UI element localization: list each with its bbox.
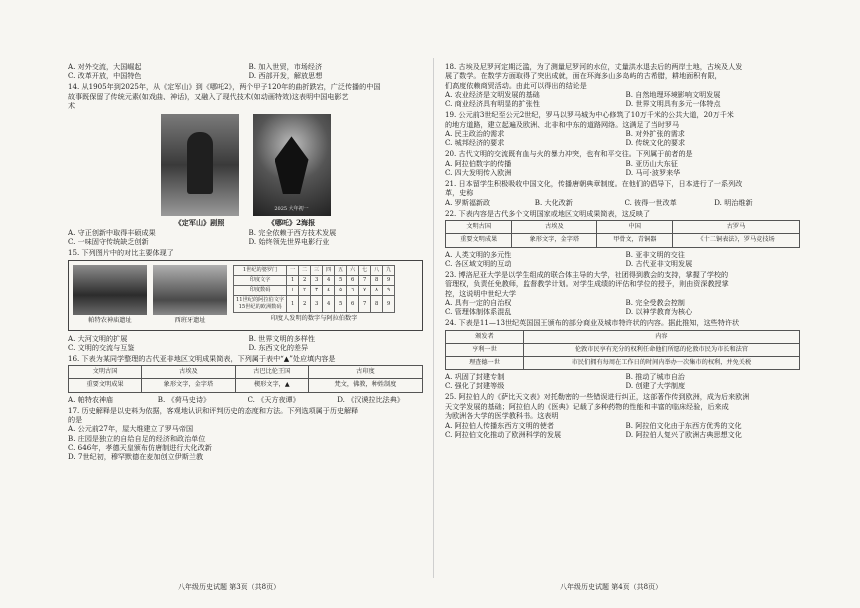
page-footer-left: 八年级历史试题 第3页（共8页） — [178, 583, 281, 591]
option: C. 各区域文明的互动 — [445, 258, 512, 268]
numeral-cell: 6 — [347, 296, 359, 313]
option: B. 完全受教会控制 — [625, 297, 685, 307]
question-line: 24. 下表是11—13世纪英国国王颁布的部分商业及城市特许状的内容。据此推知，这些特许状 — [445, 318, 740, 328]
numeral-cell: ١ — [287, 286, 299, 296]
table-cell: 古巴比伦王国 — [235, 366, 308, 379]
question-line: 25. 阿拉伯人的《萨比天文表》对托勒密的一些错误进行纠正，这部著作传到欧洲，成为后来欧洲 — [445, 392, 750, 402]
option: C. 城邦经济的要求 — [445, 138, 505, 148]
option: D. 世界文明具有多元一体特点 — [625, 99, 721, 109]
option: C. 四大发明传入欧洲 — [445, 168, 512, 178]
q20-options — [445, 159, 800, 178]
q25-options — [445, 421, 800, 440]
question-15 — [68, 248, 423, 352]
option: D. 明治维新 — [714, 197, 753, 207]
option: D. 马可·波罗来华 — [625, 168, 681, 178]
option: C. 改革开放，中国特色 — [68, 71, 142, 81]
numeral-cell: ٥ — [335, 286, 347, 296]
question-line: 21. 日本留学生积极吸收中国文化，传播唐朝典章制度。在他们的倡导下，日本进行了一系列改 — [445, 179, 743, 189]
option: B. 亚历山大东征 — [625, 158, 678, 168]
q14-captions — [68, 218, 423, 227]
table-cell: 甲骨文，青铜器 — [597, 234, 673, 247]
question-line: 22. 下表内容是古代多个文明国家或地区文明成果简表，这反映了 — [445, 208, 651, 218]
dingjunshan-photo — [161, 114, 239, 216]
table-cell: 重要文明成果 — [69, 379, 142, 392]
numeral-head-line: 11世纪的阿拉伯文字 — [236, 297, 285, 304]
numeral-table — [233, 265, 395, 313]
numeral-cell: ٩ — [383, 286, 395, 296]
question-25 — [445, 392, 800, 439]
q16-table — [68, 365, 423, 392]
option: C. 管理体制体系混乱 — [445, 307, 512, 317]
table-cell: 象形文字，金字塔 — [512, 234, 597, 247]
option: D. 7世纪初，穆罕默德在麦加创立伊斯兰教 — [68, 452, 204, 462]
option: A. 农业经济是文明发展的基础 — [445, 90, 540, 100]
table-cell: 梵文，佛教，种姓制度 — [308, 379, 422, 392]
option: A. 公元前27年，屋大维建立了罗马帝国 — [68, 424, 194, 434]
question-line: 为欧洲各大学的医学教科书。这表明 — [445, 411, 559, 421]
numeral-cell: ٨ — [371, 286, 383, 296]
numeral-cell: 8 — [371, 296, 383, 313]
table-cell: 市民们拥有每周在工作日的时间内举办一次集市的权利，并免关税 — [523, 356, 799, 369]
ruins-image — [153, 265, 227, 315]
option: C. 强化了封建等级 — [445, 381, 505, 391]
numeral-cell: 1 — [287, 296, 299, 313]
option: B. 大化改新 — [534, 197, 573, 207]
question-line: 们高度依赖商贸活动。由此可以得出的结论是 — [445, 80, 587, 90]
q18-options — [445, 90, 800, 109]
numeral-cell: ٢ — [299, 286, 311, 296]
question-line: 17. 历史解释是以史料为依据，客观地认识和评判历史的态度和方法。下列选项属于历史解释 — [68, 405, 359, 415]
option: B. 自然地理环境影响文明发展 — [625, 90, 721, 100]
numeral-cell: 9 — [383, 276, 395, 286]
option: A. 巩固了封建专制 — [445, 372, 505, 382]
option: A. 阿拉伯数字的传播 — [445, 158, 512, 168]
question-line: 的地方道路，建立起遍及欧洲、北非和中东的道路网络。这满足了当时罗马 — [445, 119, 680, 129]
question-line: 天文学发展的基础；阿拉伯人的《医典》记载了多种药物的性能和丰富的临床经验，后来成 — [445, 401, 729, 411]
question-14 — [68, 82, 423, 246]
numeral-head: 印度数码 — [234, 286, 287, 296]
option: D. 创建了大学制度 — [625, 381, 686, 391]
numeral-cell: 7 — [359, 296, 371, 313]
question-line: 控，这说明中世纪大学 — [445, 288, 516, 298]
table-cell: 中国 — [597, 221, 673, 234]
option: D. 始终领先世界电影行业 — [248, 237, 330, 247]
numeral-figure — [233, 265, 395, 323]
option: C. 文明的交流与互鉴 — [68, 342, 135, 352]
option: A. 具有一定的自治权 — [445, 297, 512, 307]
option: C. 《天方夜谭》 — [247, 394, 300, 404]
table-cell: 亨利一世 — [446, 343, 524, 356]
question-line: 展了数学。在数学方面取得了突出成就，面在环海多山多岛屿的古希腊，耕地面积有限， — [445, 71, 722, 81]
q16-options — [68, 395, 423, 404]
option: B. 完全依赖于西方技术发展 — [248, 227, 337, 237]
option: D. 《汉谟拉比法典》 — [337, 394, 404, 404]
question-line: 16. 下表为某同学整理的古代亚非地区文明成果简表，下列属于表中“▲”处应填内容是 — [68, 353, 336, 363]
numeral-cell: ٦ — [347, 286, 359, 296]
numeral-head: 1世纪的婆罗门 — [234, 266, 287, 276]
question-line: 19. 公元前3世纪至公元2世纪，罗马以罗马城为中心修筑了10万千米的公共大道，20万千米 — [445, 110, 734, 120]
q19-options — [445, 129, 800, 148]
option: D. 阿拉伯人复兴了欧洲古典思想文化 — [625, 429, 742, 439]
q14-images — [68, 114, 423, 216]
q22-options — [445, 250, 800, 269]
table-cell: 文明古国 — [446, 221, 512, 234]
q24-options — [445, 372, 800, 391]
table-cell: 楔形文字，▲ — [235, 379, 308, 392]
option: B. 推动了城市自治 — [625, 372, 685, 382]
numeral-cell: 4 — [323, 276, 335, 286]
ruins-figure — [153, 265, 227, 325]
question-23 — [445, 270, 800, 317]
question-16 — [68, 354, 423, 404]
numeral-caption: 印度人发明的数字与阿拉伯数字 — [270, 315, 358, 323]
option: A. 罗斯福新政 — [445, 197, 491, 207]
question-20 — [445, 149, 800, 177]
numeral-head: 印度文字 — [234, 276, 287, 286]
numeral-head-line: 15世纪的欧洲数码 — [238, 304, 282, 311]
numeral-cell: 三 — [311, 266, 323, 276]
numeral-cell: 9 — [383, 296, 395, 313]
question-line: 14. 从1905年到2025年，从《定军山》到《哪吒2》，两个甲子120年的曲折跌宕，广泛传播的中国 — [68, 82, 381, 92]
table-cell: 古印度 — [308, 366, 422, 379]
option: C. 一味固守传统缺乏创新 — [68, 237, 149, 247]
numeral-cell: 二 — [299, 266, 311, 276]
question-line: 15. 下列图片中的对比主要体现了 — [68, 248, 174, 258]
numeral-cell: ٧ — [359, 286, 371, 296]
option: B. 庄园是独立的自给自足的经济和政治单位 — [68, 433, 206, 443]
option: A. 人类文明的多元性 — [445, 249, 512, 259]
poster-text: 2025 大年初一 — [274, 205, 309, 212]
q13-options — [68, 62, 423, 81]
option: A. 阿拉伯人传播东西方文明的使者 — [445, 420, 554, 430]
question-line: 术 — [68, 101, 76, 111]
parthenon-image — [73, 265, 147, 315]
question-line: 故事既保留了传统元素(如戏曲、神话)，又融入了现代技术(如动画特效)这表明中国电影艺 — [68, 91, 349, 101]
option: D. 西部开发，解放思想 — [248, 71, 323, 81]
numeral-cell: 3 — [311, 296, 323, 313]
question-18 — [445, 62, 800, 109]
option: A. 守正创新中取得丰硕成果 — [68, 227, 156, 237]
numeral-cell: 5 — [335, 296, 347, 313]
numeral-cell: 3 — [311, 276, 323, 286]
numeral-head — [234, 296, 287, 313]
image-label: 西班牙遗址 — [174, 317, 206, 325]
numeral-cell: 五 — [335, 266, 347, 276]
numeral-cell: ٣ — [311, 286, 323, 296]
numeral-cell: 七 — [359, 266, 371, 276]
numeral-cell: 5 — [335, 276, 347, 286]
nezha-poster — [253, 114, 331, 216]
image-label: 帕特农神庙遗址 — [88, 317, 132, 325]
table-cell: 重要文明成果 — [446, 234, 512, 247]
table-cell: 内容 — [523, 330, 799, 343]
right-column — [445, 62, 800, 439]
table-cell: 古埃及 — [512, 221, 597, 234]
numeral-cell: 2 — [299, 276, 311, 286]
question-line: 20. 古代文明的交流既有血与火的暴力冲突，也有和平交往。下列属于前者的是 — [445, 149, 693, 159]
q14-options — [68, 228, 423, 247]
option: D. 以神学教育为核心 — [625, 307, 693, 317]
question-19 — [445, 110, 800, 147]
parthenon-figure — [73, 265, 147, 325]
numeral-cell: 2 — [299, 296, 311, 313]
option: D. 东西文化的差异 — [248, 342, 309, 352]
table-cell: 颁发者 — [446, 330, 524, 343]
q23-options — [445, 298, 800, 317]
numeral-cell: 6 — [347, 276, 359, 286]
numeral-cell: ٤ — [323, 286, 335, 296]
numeral-cell: 8 — [371, 276, 383, 286]
question-17 — [68, 406, 423, 462]
option: B. 《荷马史诗》 — [157, 394, 211, 404]
table-cell: 古罗马 — [673, 221, 800, 234]
question-line: 管理权，负责任免教师，监督教学计划。对学生成绩的评估和学位的授予，则由资深教授掌 — [445, 279, 729, 289]
column-divider — [433, 58, 434, 578]
option: C. 646年，孝德天皇颁布仿唐制进行大化改新 — [68, 443, 212, 453]
numeral-cell: 九 — [383, 266, 395, 276]
option: A. 对外交流，大国崛起 — [68, 62, 142, 71]
q24-table — [445, 330, 800, 371]
option: B. 阿拉伯文化由于东西方优秀的文化 — [625, 420, 742, 430]
numeral-cell: 7 — [359, 276, 371, 286]
numeral-cell: 八 — [371, 266, 383, 276]
table-cell: 《十二铜表法》，罗马竞技场 — [673, 234, 800, 247]
option: B. 亚非文明的交往 — [625, 249, 685, 259]
q22-table — [445, 220, 800, 247]
numeral-cell: 四 — [323, 266, 335, 276]
option: C. 商业经济具有明显的扩张性 — [445, 99, 540, 109]
q21-options — [445, 198, 800, 207]
table-cell: 文明古国 — [69, 366, 142, 379]
numeral-cell: 一 — [287, 266, 299, 276]
option: C. 彼得一世改革 — [624, 197, 677, 207]
option: D. 传统文化的要求 — [625, 138, 686, 148]
question-21 — [445, 179, 800, 207]
option: B. 对外扩张的需求 — [625, 129, 685, 139]
table-cell: 伦敦市民享有充分的权利任命他们所愿的伦敦市民为市长和法官 — [523, 343, 799, 356]
option: C. 阿拉伯文化推动了欧洲科学的发展 — [445, 429, 562, 439]
page-footer-right: 八年级历史试题 第4页（共8页） — [560, 583, 663, 591]
option: A. 帕特农神庙 — [68, 394, 114, 404]
numeral-cell: 4 — [323, 296, 335, 313]
numeral-cell: 六 — [347, 266, 359, 276]
question-line: 18. 古埃及尼罗河定期泛滥，为了测量尼罗河的水位，丈量洪水退去后的两岸土地，古埃及人发 — [445, 62, 743, 71]
image-caption: 《定军山》剧照 — [174, 218, 225, 228]
left-column — [68, 62, 423, 462]
option: A. 民主政治的需求 — [445, 129, 505, 139]
question-24 — [445, 318, 800, 391]
image-caption: 《哪吒》2海报 — [267, 218, 316, 228]
table-cell: 古埃及 — [142, 366, 236, 379]
q15-options — [68, 334, 423, 353]
question-line: 的是 — [68, 414, 83, 424]
option: B. 加入世贸，市场经济 — [248, 62, 323, 71]
table-cell: 象形文字，金字塔 — [142, 379, 236, 392]
question-line: 23. 博洛尼亚大学是以学生组成的联合体主导的大学，社团得到教会的支持，掌握了学校的 — [445, 269, 729, 279]
numeral-cell: 1 — [287, 276, 299, 286]
option: B. 世界文明的多样性 — [248, 333, 315, 343]
question-line: 革，史称 — [445, 188, 474, 198]
q15-figure — [68, 260, 423, 330]
question-22 — [445, 209, 800, 268]
option: A. 大河文明的扩展 — [68, 333, 128, 343]
table-cell: 理查德一世 — [446, 356, 524, 369]
option: D. 古代亚非文明发展 — [625, 258, 693, 268]
